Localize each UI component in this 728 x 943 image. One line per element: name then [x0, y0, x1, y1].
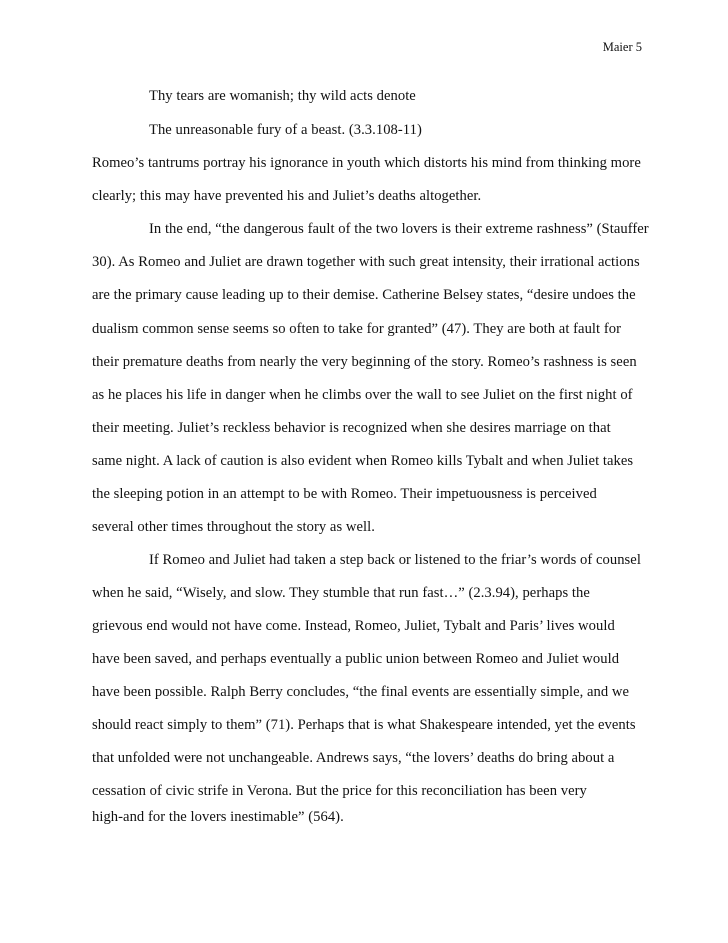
text-line: If Romeo and Juliet had taken a step back or listened to the friar’s words of counsel — [149, 552, 641, 568]
text-line: should react simply to them” (71). Perhaps that is what Shakespeare intended, yet the events — [92, 717, 636, 733]
text-line: clearly; this may have prevented his and Juliet’s deaths altogether. — [92, 188, 482, 204]
text-line: have been saved, and perhaps eventually a public union between Romeo and Juliet would — [92, 651, 620, 667]
text-line: when he said, “Wisely, and slow. They stumble that run fast…” (2.3.94), perhaps the — [92, 585, 590, 601]
quote-line: Thy tears are womanish; thy wild acts denote — [149, 88, 416, 104]
text-line: dualism common sense seems so often to take for granted” (47). They are both at fault for — [92, 321, 621, 337]
text-line: have been possible. Ralph Berry concludes, “the final events are essentially simple, and we — [92, 684, 630, 700]
quote-line: The unreasonable fury of a beast. (3.3.108-11) — [149, 122, 422, 138]
running-head: Maier 5 — [602, 40, 642, 54]
text-line: In the end, “the dangerous fault of the two lovers is their extreme rashness” (Stauffer — [149, 221, 649, 237]
text-line: grievous end would not have come. Instead, Romeo, Juliet, Tybalt and Paris’ lives would — [92, 618, 615, 634]
text-line: their meeting. Juliet’s reckless behavior is recognized when she desires marriage on that — [92, 420, 611, 436]
text-line: 30). As Romeo and Juliet are drawn together with such great intensity, their irrational actions — [92, 254, 640, 270]
text-line: that unfolded were not unchangeable. Andrews says, “the lovers’ deaths do bring about a — [92, 750, 615, 766]
text-line: as he places his life in danger when he climbs over the wall to see Juliet on the first night of — [92, 387, 633, 403]
text-line: Romeo’s tantrums portray his ignorance in youth which distorts his mind from thinking more — [92, 155, 641, 171]
text-line: several other times throughout the story as well. — [92, 519, 375, 535]
text-line: high-and for the lovers inestimable” (564). — [92, 809, 344, 825]
text-line: same night. A lack of caution is also evident when Romeo kills Tybalt and when Juliet takes — [92, 453, 634, 469]
text-line: are the primary cause leading up to their demise. Catherine Belsey states, “desire undoes the — [92, 287, 636, 303]
text-line: cessation of civic strife in Verona. But the price for this reconciliation has been very — [92, 783, 587, 799]
text-line: their premature deaths from nearly the very beginning of the story. Romeo’s rashness is seen — [92, 354, 637, 370]
text-line: the sleeping potion in an attempt to be with Romeo. Their impetuousness is perceived — [92, 486, 597, 502]
